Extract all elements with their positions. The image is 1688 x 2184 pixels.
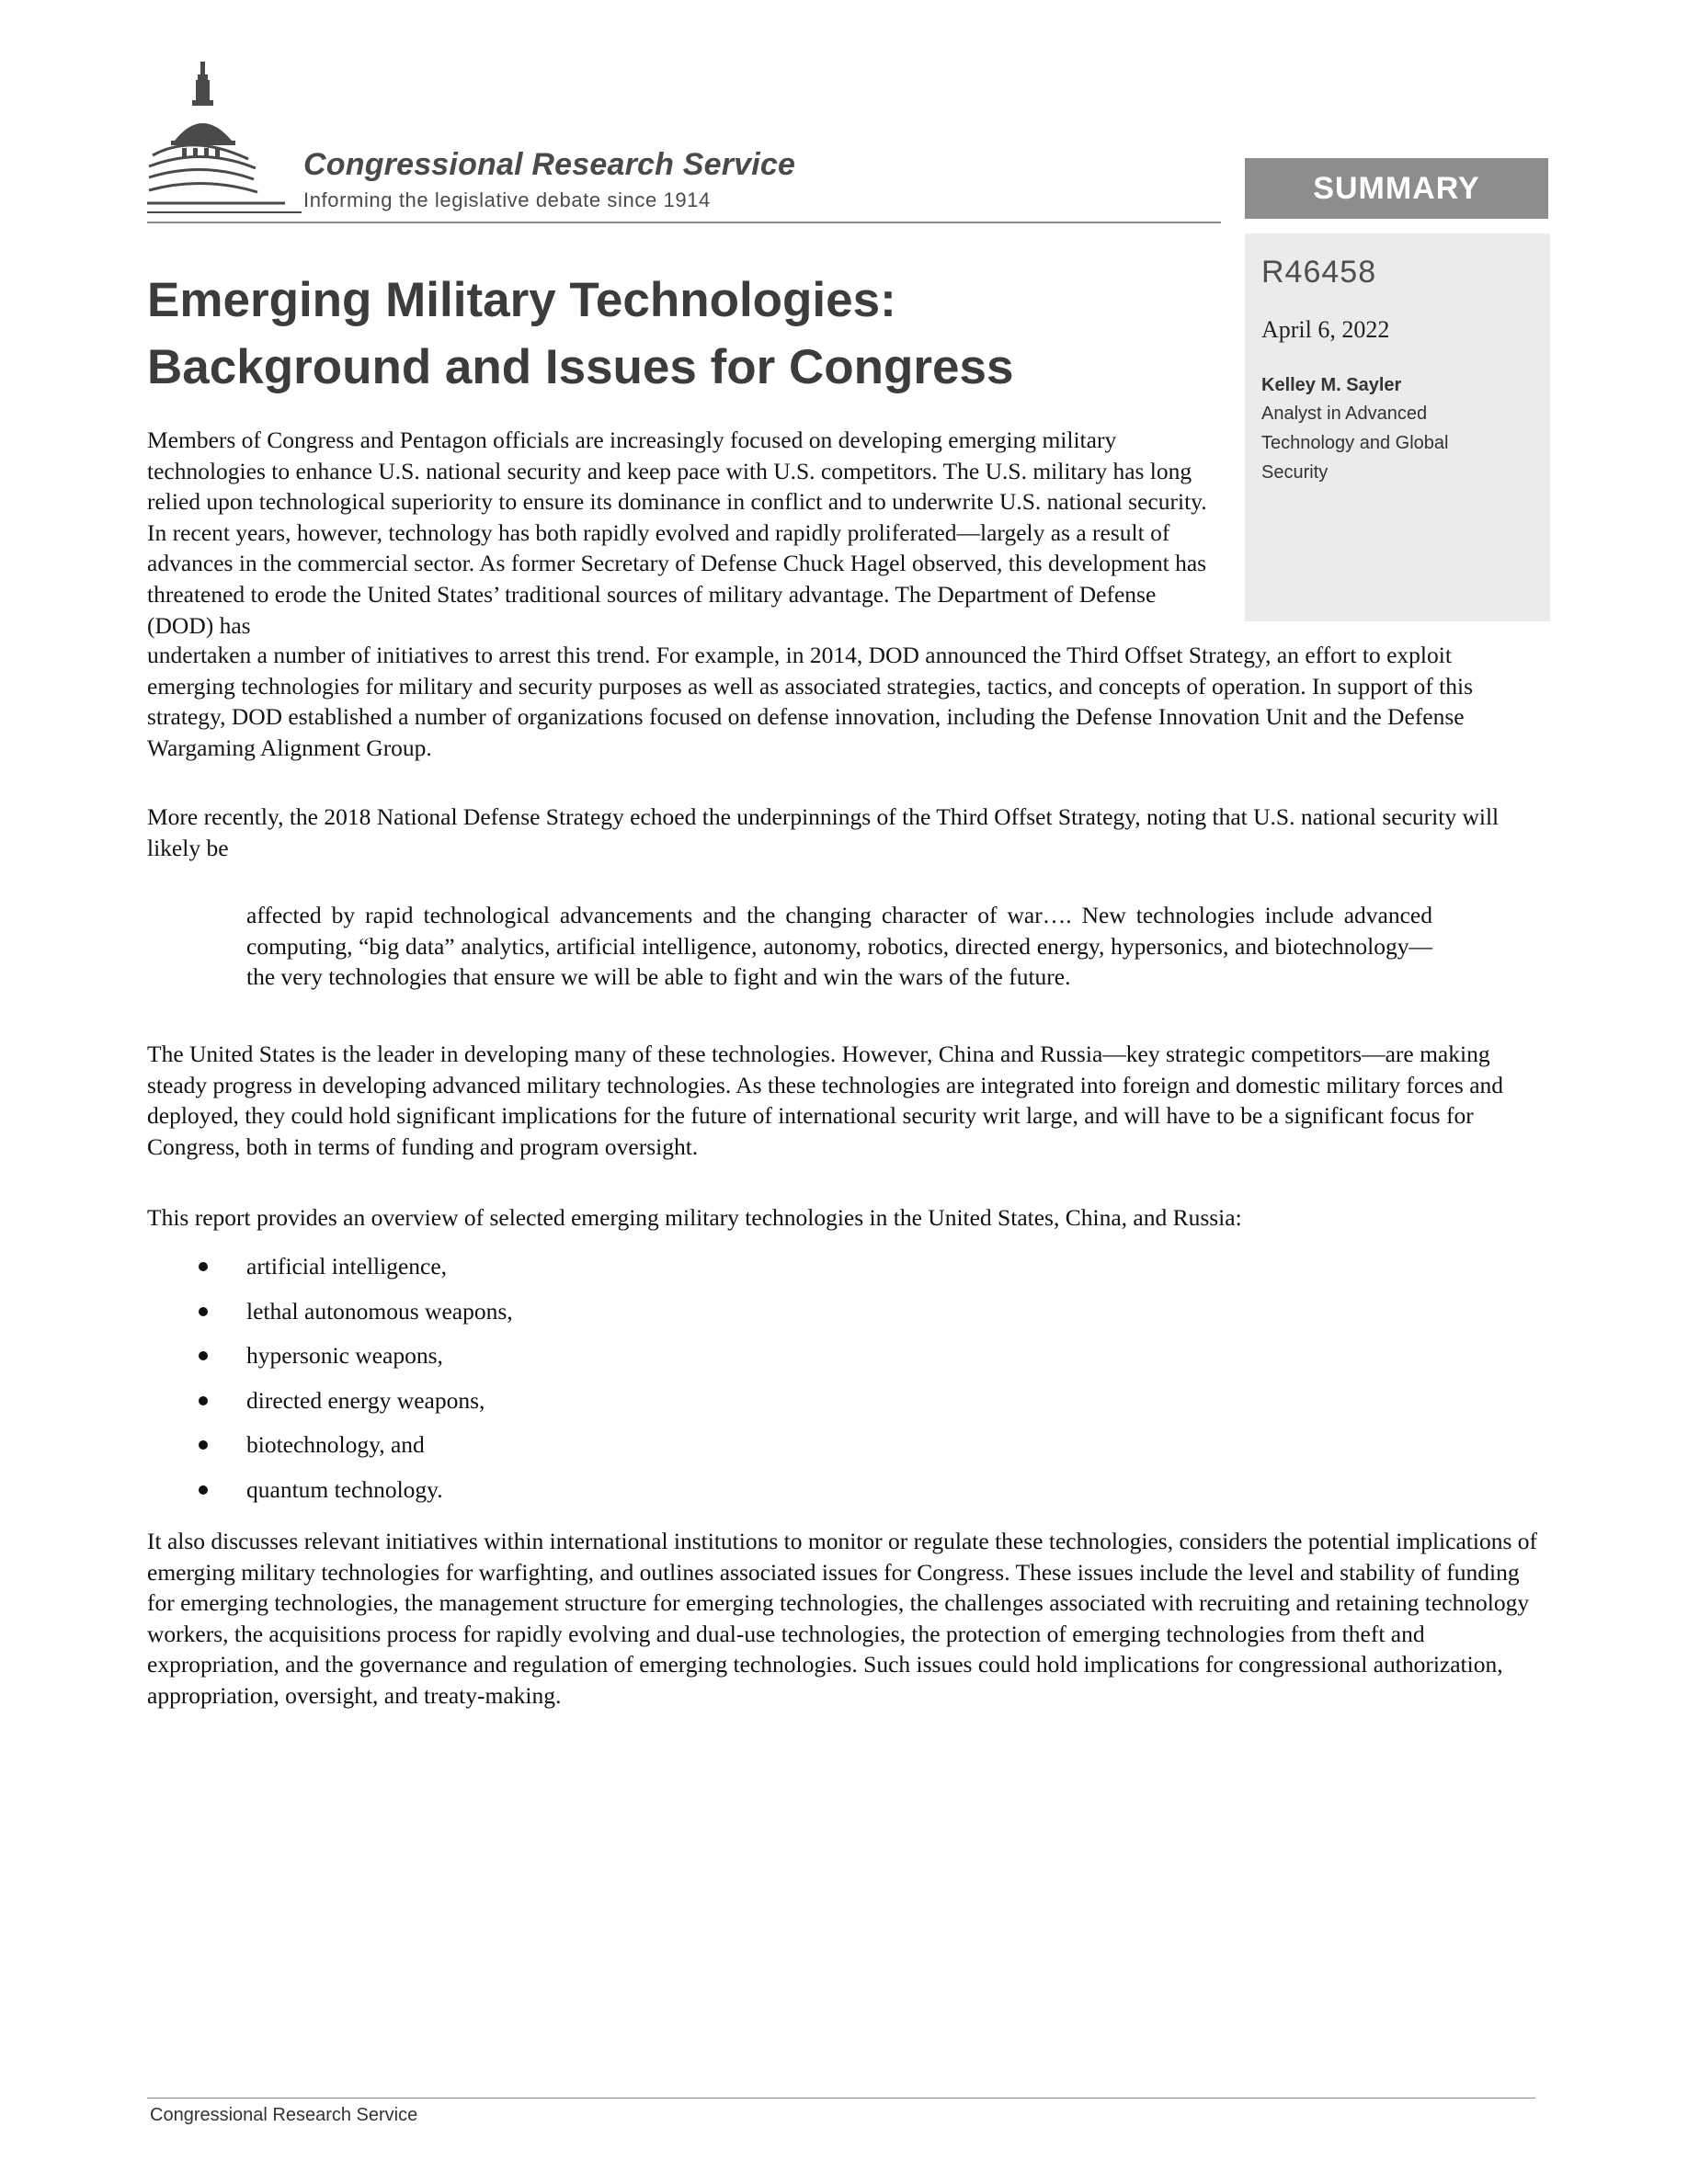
summary-sidebar [1245, 233, 1550, 621]
paragraph-1-top: Members of Congress and Pentagon officials are increasingly focused on developing emerging military technologies to enhance U.S. national security and keep pace with U.S. competitors. The U.S. military has long relied upon technological superiority to ensure its dominance in conflict and to underwrite U.S. national security. In recent years, however, technology has both rapidly evolved and rapidly proliferated—largely as a result of advances in the commercial sector. As former Secretary of Defense Chuck Hagel observed, this development has threatened to erode the United States’ traditional sources of military advantage. The Department of Defense (DOD) has [147, 427, 1207, 639]
bullet-icon [199, 1440, 208, 1450]
footer-divider [147, 2098, 1535, 2099]
header-divider [147, 222, 1221, 223]
list-item: lethal autonomous weapons, [147, 1296, 975, 1341]
organization-tagline: Informing the legislative debate since 1914 [303, 188, 711, 211]
author-title: Analyst in Advanced Technology and Global Security [1261, 404, 1449, 483]
paragraph-2: More recently, the 2018 National Defense Strategy echoed the underpinnings of the Third Offset Strategy, noting that U.S. national security will likely be [147, 803, 1500, 861]
document-title [147, 267, 1204, 401]
block-quote: affected by rapid technological advancements and the changing character of war…. New technologies include advanced computing, “big data” analytics, artificial intelligence, autonomy, robotics, directed energy, hypersonics, and biotechnology—the very technologies that ensure we will be able to fight and win the wars of the future. [246, 902, 1432, 991]
paragraph-1-bottom: undertaken a number of initiatives to arrest this trend. For example, in 2014, DOD announced the Third Offset Strategy, an effort to exploit emerging technologies for military and security purposes as well as associated strategies, tactics, and concepts of operation. In support of this strategy, DOD established a number of organizations focused on defense innovation, including the Defense Innovation Unit and the Defense Wargaming Alignment Group. [147, 642, 1474, 761]
list-item: directed energy weapons, [147, 1385, 975, 1430]
bullet-icon [199, 1262, 208, 1271]
summary-heading: SUMMARY [1245, 158, 1548, 219]
title-line-2: Background and Issues for Congress [147, 340, 1014, 394]
list-item: biotechnology, and [147, 1429, 975, 1474]
title-line-1: Emerging Military Technologies: [147, 273, 896, 327]
author-name: Kelley M. Sayler [1261, 375, 1402, 395]
bullet-icon [199, 1396, 208, 1405]
list-item: artificial intelligence, [147, 1251, 975, 1296]
crs-capitol-logo-icon [147, 60, 303, 221]
paragraph-5: It also discusses relevant initiatives within international institutions to monitor or regulate these technologies, considers the potential implications of emerging military technologies for warfighting, and outlines associated issues for Congress. These issues include the level and stability of funding for emerging technologies, the management structure for emerging technologies, the challenges associated with recruiting and retaining technology workers, the acquisitions process for rapidly evolving and dual-use technologies, the protection of emerging technologies from theft and expropriation, and the governance and regulation of emerging technologies. Such issues could hold implications for congressional authorization, appropriation, oversight, and treaty-making. [147, 1528, 1537, 1709]
organization-name: Congressional Research Service [303, 147, 796, 182]
list-item: quantum technology. [147, 1474, 975, 1519]
bullet-icon [199, 1307, 208, 1316]
technology-list [147, 1251, 975, 1519]
footer-text: Congressional Research Service [150, 2105, 418, 2125]
report-date: April 6, 2022 [1261, 316, 1390, 343]
bullet-icon [199, 1351, 208, 1360]
list-item: hypersonic weapons, [147, 1340, 975, 1385]
report-number: R46458 [1261, 255, 1377, 290]
paragraph-3: The United States is the leader in developing many of these technologies. However, China and Russia—key strategic competitors—are making steady progress in developing advanced military technologies. As these technologies are integrated into foreign and domestic military forces and deployed, they could hold significant implications for the future of international security writ large, and will have to be a significant focus for Congress, both in terms of funding and program oversight. [147, 1041, 1504, 1160]
bullet-icon [199, 1485, 208, 1495]
paragraph-4: This report provides an overview of selected emerging military technologies in the United States, China, and Russia: [147, 1204, 1242, 1231]
